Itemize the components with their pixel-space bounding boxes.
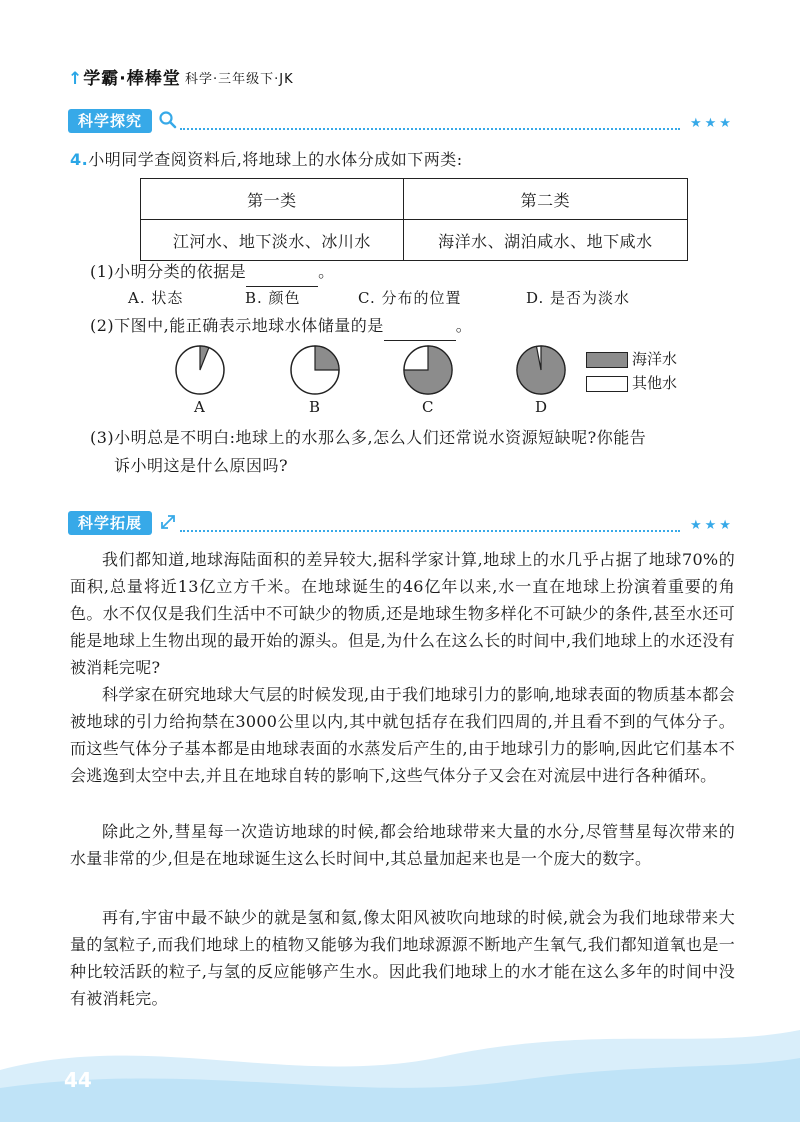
table-header: 第二类 xyxy=(403,179,687,220)
legend-other-label: 其他水 xyxy=(632,374,678,392)
pie-b xyxy=(291,346,339,394)
section-title-explore: 科学探究 xyxy=(68,109,152,133)
pie-label-d: D xyxy=(535,398,548,416)
expand-arrows-icon xyxy=(158,512,178,532)
reading-paragraph-3: 除此之外,彗星每一次造访地球的时候,都会给地球带来大量的水分,尽管彗星每次带来的水量非常的少,但是在地球诞生这么长时间中,其总量加起来也是一个庞大的数字。 xyxy=(70,822,735,868)
difficulty-stars: ★★★ xyxy=(690,518,734,533)
pie-label-c: C xyxy=(422,398,434,416)
legend-ocean-label: 海洋水 xyxy=(632,350,678,368)
reading-paragraph-1: 我们都知道,地球海陆面积的差异较大,据科学家计算,地球上的水几乎占据了地球70%的面积,总量将近13亿立方千米。在地球诞生的46亿年以来,水一直在地球上扮演着重要的角色。水不仅仅是我们生活中不可缺少的物质,还是地球生物多样化不可缺少的条件,甚至水还可能是地球上生物出现的最开始的源头。但是,为什么在这么长的时间中,我们地球上的水还没有被消耗完呢? xyxy=(70,550,735,677)
pie-a xyxy=(176,346,224,394)
sub-question-1: (1)小明分类的依据是 。 xyxy=(90,258,335,287)
pie-ocean-slice xyxy=(315,346,339,370)
answer-blank-1[interactable] xyxy=(246,258,318,287)
wave-decoration xyxy=(0,1010,800,1122)
legend-other-swatch xyxy=(586,376,628,392)
option-d: D. 是否为淡水 xyxy=(526,289,631,307)
table-row xyxy=(141,179,688,220)
legend-ocean-swatch xyxy=(586,352,628,368)
section-title-extend: 科学拓展 xyxy=(68,511,152,535)
brand-title xyxy=(68,64,181,89)
reading-paragraph-2: 科学家在研究地球大气层的时候发现,由于我们地球引力的影响,地球表面的物质基本都会被地球的引力给拘禁在3000公里以内,其中就包括存在我们四周的,并且看不到的气体分子。而这些气体分子基本都是由地球表面的水蒸发后产生的,由于地球引力的影响,因此它们基本不会逃逸到太空中去,并且在地球自转的影响下,这些气体分子又会在对流层中进行各种循环。 xyxy=(70,685,735,785)
cap-icon: ↑ xyxy=(68,69,84,89)
pie-label-a: A xyxy=(194,398,205,416)
pie-ocean-slice xyxy=(517,346,565,394)
pie-d xyxy=(517,346,565,394)
page-number: 44 xyxy=(64,1068,92,1092)
pie-c xyxy=(404,346,452,394)
table-cell: 海洋水、湖泊咸水、地下咸水 xyxy=(403,220,687,261)
difficulty-stars: ★★★ xyxy=(690,116,734,131)
subject-label: 科学·三年级下·JK xyxy=(185,72,294,87)
option-a: A. 状态 xyxy=(128,289,184,307)
sub-question-2: (2)下图中,能正确表示地球水体储量的是 。 xyxy=(90,312,472,341)
table-header: 第一类 xyxy=(141,179,404,220)
answer-blank-2[interactable] xyxy=(384,312,456,341)
classification-table xyxy=(140,178,688,261)
pie-label-b: B xyxy=(309,398,321,416)
section-divider xyxy=(180,530,680,532)
section-divider xyxy=(180,128,680,130)
magnifier-icon xyxy=(158,110,178,130)
pie-charts xyxy=(160,340,580,400)
option-c: C. 分布的位置 xyxy=(358,289,462,307)
reading-paragraph-4: 再有,宇宙中最不缺少的就是氢和氦,像太阳风被吹向地球的时候,就会为我们地球带来大量的氢粒子,而我们地球上的植物又能够为我们地球源源不断地产生氧气,我们都知道氧也是一种比较活跃的粒子,与氢的反应能够产生水。因此我们地球上的水才能在这么多年的时间中没有被消耗完。 xyxy=(70,908,735,1008)
brand-text: 学霸·棒棒堂 xyxy=(83,69,181,89)
question-stem: 4.小明同学查阅资料后,将地球上的水体分成如下两类: xyxy=(70,150,463,169)
table-row xyxy=(141,220,688,261)
sub-question-3: (3)小明总是不明白:地球上的水那么多,怎么人们还常说水资源短缺呢?你能告 诉小明这是什么原因吗? xyxy=(90,428,647,475)
table-cell: 江河水、地下淡水、冰川水 xyxy=(141,220,404,261)
option-b: B. 颜色 xyxy=(245,289,301,307)
question-number: 4. xyxy=(70,150,89,169)
